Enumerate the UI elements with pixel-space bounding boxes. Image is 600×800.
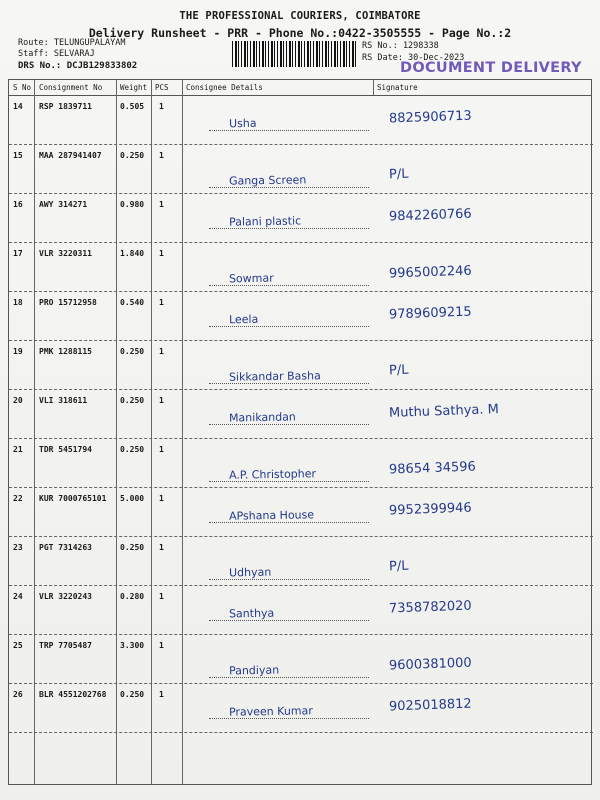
consignee-name: Manikandan: [228, 410, 296, 425]
weight-value: 0.250: [120, 151, 145, 160]
consignment-number: VLR 3220311: [39, 249, 92, 258]
staff-label: Staff: SELVARAJ: [18, 49, 95, 59]
serial-number: 23: [13, 543, 23, 552]
consignee-name: Palani plastic: [228, 214, 302, 229]
weight-value: 0.250: [120, 347, 145, 356]
signature-text: P/L: [388, 166, 409, 183]
consignee-name: Usha: [228, 116, 257, 131]
company-title: THE PROFESSIONAL COURIERS, COIMBATORE: [179, 10, 421, 22]
serial-number: 26: [13, 690, 23, 699]
pcs-count: 1: [159, 592, 164, 601]
table-row: [9, 341, 593, 390]
consignee-name: Praveen Kumar: [228, 704, 313, 719]
weight-value: 0.250: [120, 690, 145, 699]
pcs-count: 1: [159, 249, 164, 258]
serial-number: 19: [13, 347, 23, 356]
weight-value: 3.300: [120, 641, 145, 650]
serial-number: 25: [13, 641, 23, 650]
weight-value: 0.250: [120, 396, 145, 405]
pcs-count: 1: [159, 396, 164, 405]
serial-number: 22: [13, 494, 23, 503]
consignee-name: Santhya: [228, 606, 275, 621]
pcs-count: 1: [159, 151, 164, 160]
table-row: [9, 537, 593, 586]
runsheet-table: [8, 79, 592, 785]
col-sno: S No: [13, 83, 32, 92]
table-row: [9, 390, 593, 439]
consignment-number: PMK 1288115: [39, 347, 92, 356]
consignee-name: A.P. Christopher: [228, 467, 317, 482]
table-row: [9, 684, 593, 733]
rs-date: RS Date: 30-Dec-2023: [362, 53, 465, 63]
col-consignee: Consignee Details: [186, 83, 263, 92]
serial-number: 15: [13, 151, 23, 160]
signature-text: P/L: [388, 362, 409, 379]
weight-value: 0.250: [120, 543, 145, 552]
table-row: [9, 194, 593, 243]
consignment-number: MAA 287941407: [39, 151, 102, 160]
signature-text: P/L: [388, 558, 409, 575]
weight-value: 0.980: [120, 200, 145, 209]
consignment-number: BLR 4551202768: [39, 690, 107, 699]
col-consignment: Consignment No: [39, 83, 103, 92]
table-row: [9, 586, 593, 635]
signature-text: 9789609215: [388, 304, 472, 323]
consignment-number: TRP 7705487: [39, 641, 92, 650]
consignment-number: PRO 15712958: [39, 298, 97, 307]
signature-text: 9600381000: [388, 655, 472, 674]
pcs-count: 1: [159, 690, 164, 699]
table-header: [9, 80, 591, 96]
consignment-number: VLR 3220243: [39, 592, 92, 601]
consignment-number: AWY 314271: [39, 200, 88, 209]
consignee-name: Leela: [228, 312, 259, 327]
weight-value: 0.540: [120, 298, 145, 307]
consignee-name: Sikkandar Basha: [228, 369, 321, 384]
table-row: [9, 96, 593, 145]
serial-number: 21: [13, 445, 23, 454]
table-row: [9, 243, 593, 292]
table-row: [9, 439, 593, 488]
consignment-number: RSP 1839711: [39, 102, 92, 111]
consignment-number: PGT 7314263: [39, 543, 92, 552]
consignee-name: Ganga Screen: [228, 173, 307, 188]
serial-number: 17: [13, 249, 23, 258]
consignee-name: Sowmar: [228, 271, 274, 286]
pcs-count: 1: [159, 200, 164, 209]
pcs-count: 1: [159, 543, 164, 552]
drs-number: DRS No.: DCJB129833802: [18, 61, 138, 71]
consignee-name: Pandiyan: [228, 663, 280, 678]
col-signature: Signature: [377, 83, 418, 92]
pcs-count: 1: [159, 102, 164, 111]
weight-value: 0.250: [120, 445, 145, 454]
consignment-number: VLI 318611: [39, 396, 88, 405]
serial-number: 16: [13, 200, 23, 209]
signature-text: 9025018812: [388, 696, 472, 715]
consignee-name: Udhyan: [228, 565, 272, 580]
pcs-count: 1: [159, 298, 164, 307]
table-row: [9, 488, 593, 537]
rs-number: RS No.: 1298338: [362, 41, 439, 51]
consignee-name: APshana House: [228, 508, 315, 523]
divider: [373, 80, 374, 95]
pcs-count: 1: [159, 641, 164, 650]
serial-number: 18: [13, 298, 23, 307]
barcode: [232, 41, 357, 67]
col-pcs: PCS: [155, 83, 169, 92]
serial-number: 20: [13, 396, 23, 405]
weight-value: 0.280: [120, 592, 145, 601]
pcs-count: 1: [159, 347, 164, 356]
consignment-number: TDR 5451794: [39, 445, 92, 454]
signature-text: 98654 34596: [388, 459, 477, 478]
table-row: [9, 635, 593, 684]
signature-text: 9842260766: [388, 206, 472, 225]
table-row: [9, 145, 593, 194]
col-weight: Weight: [120, 83, 148, 92]
serial-number: 14: [13, 102, 23, 111]
table-row: [9, 292, 593, 341]
pcs-count: 1: [159, 494, 164, 503]
weight-value: 1.840: [120, 249, 145, 258]
serial-number: 24: [13, 592, 23, 601]
signature-text: 7358782020: [388, 598, 472, 617]
consignment-number: KUR 7000765101: [39, 494, 107, 503]
pcs-count: 1: [159, 445, 164, 454]
document-delivery-stamp: DOCUMENT DELIVERY: [400, 60, 582, 76]
weight-value: 5.000: [120, 494, 145, 503]
signature-text: 8825906713: [388, 108, 472, 127]
signature-text: 9965002246: [388, 263, 472, 282]
signature-text: Muthu Sathya. M: [388, 402, 500, 421]
route-label: Route: TELUNGUPALAYAM: [18, 38, 126, 48]
signature-text: 9952399946: [388, 500, 472, 519]
runsheet-title: Delivery Runsheet - PRR - Phone No.:0422-3505555 - Page No.:2: [88, 26, 512, 40]
weight-value: 0.505: [120, 102, 145, 111]
